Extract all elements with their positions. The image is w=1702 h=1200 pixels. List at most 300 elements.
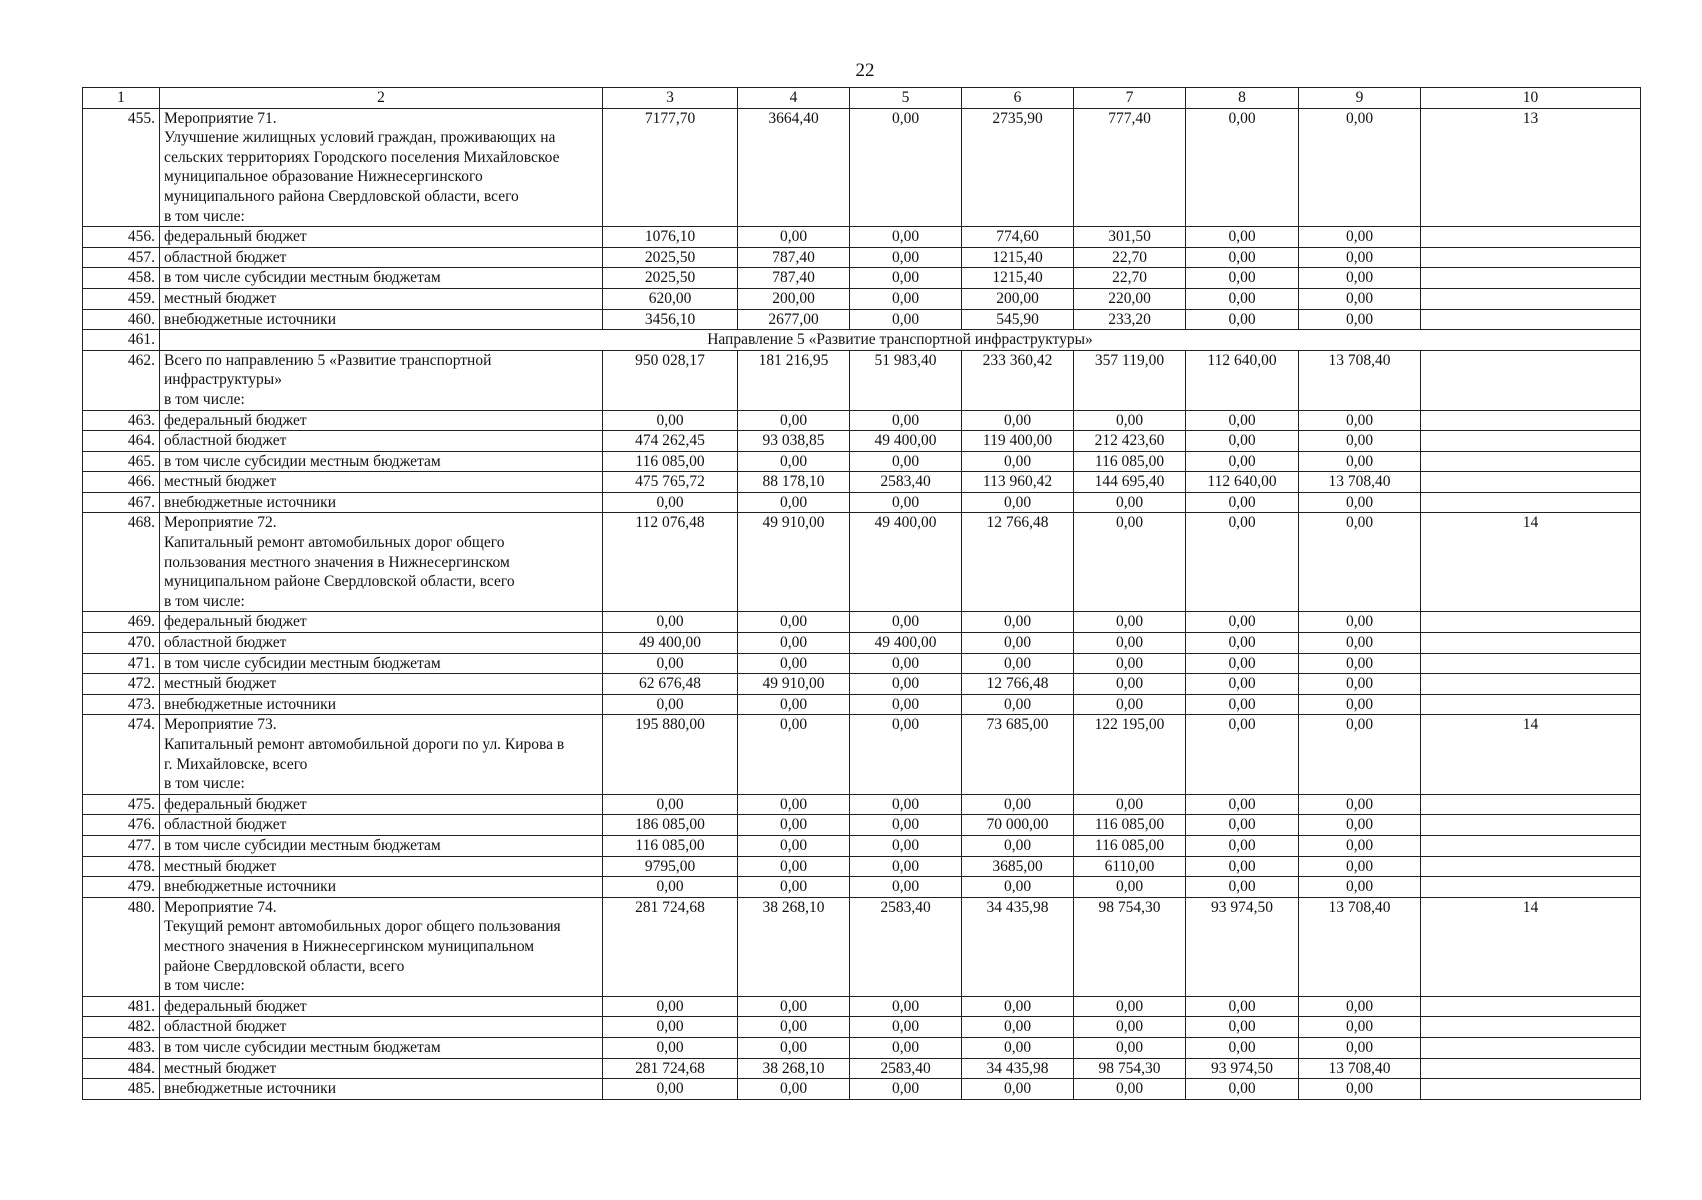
- target-indicator-cell: [1421, 694, 1641, 715]
- value-cell-col5: 0,00: [850, 877, 962, 898]
- row-description: [160, 451, 603, 472]
- row-description: [160, 897, 603, 996]
- value-cell-col3: 475 765,72: [603, 472, 738, 493]
- value-cell-col7: 0,00: [1074, 653, 1186, 674]
- value-cell-col9: 0,00: [1299, 996, 1421, 1017]
- description-line: Улучшение жилищных условий граждан, проживающих на: [164, 129, 556, 147]
- value-cell-col7: 0,00: [1074, 996, 1186, 1017]
- target-indicator-cell: [1421, 633, 1641, 654]
- value-cell-col6: 233 360,42: [962, 350, 1074, 410]
- row-description: [160, 835, 603, 856]
- value-cell-col3: 2025,50: [603, 247, 738, 268]
- value-cell-col8: 93 974,50: [1186, 897, 1299, 996]
- value-cell-col3: 3456,10: [603, 309, 738, 330]
- value-cell-col7: 22,70: [1074, 247, 1186, 268]
- value-cell-col9: 0,00: [1299, 288, 1421, 309]
- value-cell-col6: 0,00: [962, 1037, 1074, 1058]
- value-cell-col6: 12 766,48: [962, 674, 1074, 695]
- row-number: 480.: [83, 897, 160, 996]
- value-cell-col4: 0,00: [738, 1037, 850, 1058]
- description-line: внебюджетные источники: [164, 493, 336, 511]
- column-header: 3: [603, 88, 738, 109]
- value-cell-col5: 0,00: [850, 108, 962, 227]
- value-cell-col9: 0,00: [1299, 835, 1421, 856]
- table-row: [83, 288, 1641, 309]
- description-line: областной бюджет: [164, 816, 287, 834]
- value-cell-col4: 787,40: [738, 247, 850, 268]
- value-cell-col7: 0,00: [1074, 410, 1186, 431]
- value-cell-col9: 0,00: [1299, 410, 1421, 431]
- value-cell-col7: 220,00: [1074, 288, 1186, 309]
- table-row: [83, 410, 1641, 431]
- target-indicator-cell: [1421, 451, 1641, 472]
- value-cell-col3: 0,00: [603, 794, 738, 815]
- column-header: 1: [83, 88, 160, 109]
- description-line: в том числе:: [164, 592, 245, 610]
- value-cell-col4: 0,00: [738, 856, 850, 877]
- value-cell-col6: 1215,40: [962, 268, 1074, 289]
- table-row: [83, 513, 1641, 612]
- value-cell-col7: 144 695,40: [1074, 472, 1186, 493]
- value-cell-col9: 0,00: [1299, 794, 1421, 815]
- page-number: 22: [855, 60, 875, 81]
- value-cell-col5: 0,00: [850, 268, 962, 289]
- value-cell-col6: 545,90: [962, 309, 1074, 330]
- value-cell-col5: 0,00: [850, 1017, 962, 1038]
- description-line: внебюджетные источники: [164, 878, 336, 896]
- description-line: инфраструктуры»: [164, 371, 282, 389]
- description-line: федеральный бюджет: [164, 795, 307, 813]
- value-cell-col6: 0,00: [962, 633, 1074, 654]
- description-line: в том числе:: [164, 977, 245, 995]
- table-row: [83, 674, 1641, 695]
- value-cell-col4: 0,00: [738, 612, 850, 633]
- row-description: [160, 431, 603, 452]
- table-row: [83, 835, 1641, 856]
- value-cell-col7: 98 754,30: [1074, 1058, 1186, 1079]
- description-line: Мероприятие 72.: [164, 514, 277, 532]
- value-cell-col8: 0,00: [1186, 247, 1299, 268]
- value-cell-col8: 0,00: [1186, 513, 1299, 612]
- value-cell-col7: 0,00: [1074, 694, 1186, 715]
- value-cell-col3: 281 724,68: [603, 1058, 738, 1079]
- column-header: 10: [1421, 88, 1641, 109]
- value-cell-col5: 49 400,00: [850, 513, 962, 612]
- value-cell-col8: 0,00: [1186, 108, 1299, 227]
- target-indicator-cell: [1421, 1058, 1641, 1079]
- description-line: местный бюджет: [164, 289, 277, 307]
- row-description: [160, 268, 603, 289]
- value-cell-col8: 0,00: [1186, 674, 1299, 695]
- value-cell-col4: 3664,40: [738, 108, 850, 227]
- row-number: 479.: [83, 877, 160, 898]
- value-cell-col3: 49 400,00: [603, 633, 738, 654]
- value-cell-col8: 0,00: [1186, 431, 1299, 452]
- table-row: [83, 612, 1641, 633]
- row-description: [160, 794, 603, 815]
- value-cell-col5: 2583,40: [850, 1058, 962, 1079]
- value-cell-col4: 2677,00: [738, 309, 850, 330]
- value-cell-col4: 0,00: [738, 1079, 850, 1100]
- value-cell-col3: 0,00: [603, 996, 738, 1017]
- row-description: [160, 288, 603, 309]
- value-cell-col7: 98 754,30: [1074, 897, 1186, 996]
- value-cell-col3: 0,00: [603, 492, 738, 513]
- value-cell-col9: 0,00: [1299, 653, 1421, 674]
- value-cell-col6: 119 400,00: [962, 431, 1074, 452]
- target-indicator-cell: [1421, 288, 1641, 309]
- description-line: внебюджетные источники: [164, 1080, 336, 1098]
- value-cell-col5: 49 400,00: [850, 431, 962, 452]
- row-number: 474.: [83, 715, 160, 794]
- target-indicator-cell: [1421, 472, 1641, 493]
- target-indicator-cell: [1421, 227, 1641, 248]
- value-cell-col7: 6110,00: [1074, 856, 1186, 877]
- value-cell-col5: 0,00: [850, 694, 962, 715]
- description-line: областной бюджет: [164, 1018, 287, 1036]
- description-line: в том числе:: [164, 390, 245, 408]
- row-number: 484.: [83, 1058, 160, 1079]
- value-cell-col9: 0,00: [1299, 108, 1421, 227]
- row-number: 469.: [83, 612, 160, 633]
- table-row: [83, 653, 1641, 674]
- value-cell-col9: 0,00: [1299, 674, 1421, 695]
- value-cell-col6: 0,00: [962, 694, 1074, 715]
- value-cell-col6: 3685,00: [962, 856, 1074, 877]
- row-number: 468.: [83, 513, 160, 612]
- target-indicator-cell: [1421, 877, 1641, 898]
- value-cell-col8: 0,00: [1186, 309, 1299, 330]
- value-cell-col4: 38 268,10: [738, 1058, 850, 1079]
- row-description: [160, 694, 603, 715]
- value-cell-col6: 1215,40: [962, 247, 1074, 268]
- value-cell-col4: 0,00: [738, 451, 850, 472]
- value-cell-col4: 0,00: [738, 1017, 850, 1038]
- value-cell-col5: 0,00: [850, 410, 962, 431]
- value-cell-col7: 122 195,00: [1074, 715, 1186, 794]
- value-cell-col8: 0,00: [1186, 694, 1299, 715]
- value-cell-col9: 0,00: [1299, 1037, 1421, 1058]
- value-cell-col6: 0,00: [962, 835, 1074, 856]
- value-cell-col5: 0,00: [850, 794, 962, 815]
- value-cell-col3: 0,00: [603, 410, 738, 431]
- value-cell-col3: 0,00: [603, 1037, 738, 1058]
- value-cell-col9: 0,00: [1299, 492, 1421, 513]
- value-cell-col4: 0,00: [738, 633, 850, 654]
- column-header: 9: [1299, 88, 1421, 109]
- description-line: федеральный бюджет: [164, 411, 307, 429]
- description-line: муниципальном районе Свердловской области, всего: [164, 573, 515, 591]
- description-line: Мероприятие 73.: [164, 716, 277, 734]
- table-row: [83, 877, 1641, 898]
- value-cell-col6: 34 435,98: [962, 897, 1074, 996]
- value-cell-col3: 620,00: [603, 288, 738, 309]
- value-cell-col7: 0,00: [1074, 492, 1186, 513]
- value-cell-col8: 0,00: [1186, 410, 1299, 431]
- value-cell-col4: 0,00: [738, 227, 850, 248]
- value-cell-col8: 112 640,00: [1186, 472, 1299, 493]
- value-cell-col7: 0,00: [1074, 633, 1186, 654]
- row-number: 461.: [83, 330, 160, 351]
- row-description: [160, 309, 603, 330]
- description-line: в том числе:: [164, 207, 245, 225]
- row-number: 458.: [83, 268, 160, 289]
- value-cell-col8: 0,00: [1186, 653, 1299, 674]
- table-row: [83, 108, 1641, 227]
- target-indicator-cell: [1421, 410, 1641, 431]
- value-cell-col6: 34 435,98: [962, 1058, 1074, 1079]
- section-title: Направление 5 «Развитие транспортной инфраструктуры»: [160, 330, 1641, 351]
- value-cell-col9: 0,00: [1299, 513, 1421, 612]
- value-cell-col3: 0,00: [603, 612, 738, 633]
- target-indicator-cell: [1421, 996, 1641, 1017]
- target-indicator-cell: [1421, 431, 1641, 452]
- row-description: [160, 247, 603, 268]
- value-cell-col7: 0,00: [1074, 877, 1186, 898]
- description-line: Капитальный ремонт автомобильных дорог общего: [164, 534, 505, 552]
- description-line: в том числе субсидии местным бюджетам: [164, 654, 441, 672]
- value-cell-col8: 0,00: [1186, 268, 1299, 289]
- row-number: 470.: [83, 633, 160, 654]
- target-indicator-cell: [1421, 856, 1641, 877]
- table-row: [83, 815, 1641, 836]
- description-line: федеральный бюджет: [164, 997, 307, 1015]
- row-description: [160, 633, 603, 654]
- value-cell-col6: 0,00: [962, 1017, 1074, 1038]
- row-description: [160, 108, 603, 227]
- value-cell-col4: 787,40: [738, 268, 850, 289]
- row-number: 465.: [83, 451, 160, 472]
- value-cell-col3: 0,00: [603, 877, 738, 898]
- row-description: [160, 410, 603, 431]
- target-indicator-cell: [1421, 1017, 1641, 1038]
- value-cell-col4: 0,00: [738, 815, 850, 836]
- value-cell-col3: 0,00: [603, 1079, 738, 1100]
- value-cell-col7: 22,70: [1074, 268, 1186, 289]
- value-cell-col9: 13 708,40: [1299, 350, 1421, 410]
- row-number: 466.: [83, 472, 160, 493]
- value-cell-col9: 0,00: [1299, 856, 1421, 877]
- column-header: 2: [160, 88, 603, 109]
- description-line: областной бюджет: [164, 634, 287, 652]
- value-cell-col9: 13 708,40: [1299, 472, 1421, 493]
- row-description: [160, 856, 603, 877]
- value-cell-col6: 774,60: [962, 227, 1074, 248]
- row-description: [160, 877, 603, 898]
- value-cell-col5: 0,00: [850, 247, 962, 268]
- value-cell-col5: 0,00: [850, 856, 962, 877]
- column-number-row: [83, 88, 1641, 109]
- value-cell-col5: 0,00: [850, 715, 962, 794]
- target-indicator-cell: [1421, 794, 1641, 815]
- row-description: [160, 1037, 603, 1058]
- description-line: федеральный бюджет: [164, 613, 307, 631]
- table-row: [83, 227, 1641, 248]
- value-cell-col6: 0,00: [962, 612, 1074, 633]
- value-cell-col6: 200,00: [962, 288, 1074, 309]
- value-cell-col9: 0,00: [1299, 715, 1421, 794]
- value-cell-col4: 0,00: [738, 877, 850, 898]
- value-cell-col4: 93 038,85: [738, 431, 850, 452]
- value-cell-col5: 2583,40: [850, 897, 962, 996]
- value-cell-col5: 0,00: [850, 612, 962, 633]
- row-description: [160, 815, 603, 836]
- target-indicator-cell: [1421, 309, 1641, 330]
- value-cell-col5: 51 983,40: [850, 350, 962, 410]
- row-number: 472.: [83, 674, 160, 695]
- value-cell-col4: 0,00: [738, 410, 850, 431]
- column-header: 6: [962, 88, 1074, 109]
- description-line: Текущий ремонт автомобильных дорог общего пользования: [164, 918, 561, 936]
- value-cell-col6: 0,00: [962, 451, 1074, 472]
- value-cell-col8: 112 640,00: [1186, 350, 1299, 410]
- target-indicator-cell: 13: [1421, 108, 1641, 227]
- row-number: 478.: [83, 856, 160, 877]
- target-indicator-cell: [1421, 612, 1641, 633]
- row-number: 482.: [83, 1017, 160, 1038]
- row-description: [160, 674, 603, 695]
- value-cell-col9: 13 708,40: [1299, 897, 1421, 996]
- value-cell-col7: 0,00: [1074, 612, 1186, 633]
- table-row: [83, 715, 1641, 794]
- target-indicator-cell: [1421, 815, 1641, 836]
- value-cell-col9: 0,00: [1299, 1017, 1421, 1038]
- value-cell-col9: 13 708,40: [1299, 1058, 1421, 1079]
- description-line: областной бюджет: [164, 432, 287, 450]
- value-cell-col8: 0,00: [1186, 227, 1299, 248]
- value-cell-col9: 0,00: [1299, 227, 1421, 248]
- value-cell-col8: 0,00: [1186, 835, 1299, 856]
- table-row: [83, 1079, 1641, 1100]
- row-description: [160, 227, 603, 248]
- value-cell-col5: 0,00: [850, 1037, 962, 1058]
- column-header: 7: [1074, 88, 1186, 109]
- value-cell-col9: 0,00: [1299, 451, 1421, 472]
- description-line: Всего по направлению 5 «Развитие транспортной: [164, 351, 492, 369]
- description-line: местный бюджет: [164, 675, 277, 693]
- row-description: [160, 1058, 603, 1079]
- description-line: местный бюджет: [164, 473, 277, 491]
- description-line: г. Михайловске, всего: [164, 755, 308, 773]
- value-cell-col9: 0,00: [1299, 268, 1421, 289]
- target-indicator-cell: 14: [1421, 513, 1641, 612]
- value-cell-col7: 357 119,00: [1074, 350, 1186, 410]
- value-cell-col8: 0,00: [1186, 1017, 1299, 1038]
- value-cell-col7: 0,00: [1074, 674, 1186, 695]
- row-description: [160, 472, 603, 493]
- value-cell-col5: 0,00: [850, 227, 962, 248]
- description-line: местного значения в Нижнесергинском муниципальном: [164, 937, 535, 955]
- value-cell-col8: 0,00: [1186, 715, 1299, 794]
- table-row: [83, 996, 1641, 1017]
- value-cell-col5: 0,00: [850, 653, 962, 674]
- value-cell-col4: 0,00: [738, 492, 850, 513]
- value-cell-col4: 0,00: [738, 694, 850, 715]
- row-number: 471.: [83, 653, 160, 674]
- target-indicator-cell: [1421, 268, 1641, 289]
- value-cell-col4: 0,00: [738, 715, 850, 794]
- value-cell-col6: 0,00: [962, 794, 1074, 815]
- value-cell-col7: 0,00: [1074, 1037, 1186, 1058]
- table-row: [83, 1017, 1641, 1038]
- description-line: муниципального района Свердловской области, всего: [164, 187, 519, 205]
- row-description: [160, 715, 603, 794]
- value-cell-col5: 0,00: [850, 451, 962, 472]
- value-cell-col8: 0,00: [1186, 633, 1299, 654]
- value-cell-col5: 0,00: [850, 674, 962, 695]
- row-number: 475.: [83, 794, 160, 815]
- value-cell-col8: 0,00: [1186, 815, 1299, 836]
- table-row: [83, 472, 1641, 493]
- value-cell-col3: 186 085,00: [603, 815, 738, 836]
- value-cell-col8: 0,00: [1186, 612, 1299, 633]
- target-indicator-cell: [1421, 1037, 1641, 1058]
- row-description: [160, 996, 603, 1017]
- table-row: [83, 794, 1641, 815]
- value-cell-col3: 9795,00: [603, 856, 738, 877]
- value-cell-col3: 0,00: [603, 1017, 738, 1038]
- table-row: [83, 492, 1641, 513]
- description-line: Мероприятие 74.: [164, 898, 277, 916]
- description-line: внебюджетные источники: [164, 310, 336, 328]
- value-cell-col3: 1076,10: [603, 227, 738, 248]
- description-line: внебюджетные источники: [164, 695, 336, 713]
- budget-table: [82, 87, 1641, 1100]
- value-cell-col9: 0,00: [1299, 612, 1421, 633]
- table-row: [83, 1037, 1641, 1058]
- value-cell-col6: 0,00: [962, 996, 1074, 1017]
- value-cell-col7: 116 085,00: [1074, 451, 1186, 472]
- description-line: в том числе субсидии местным бюджетам: [164, 452, 441, 470]
- value-cell-col8: 0,00: [1186, 492, 1299, 513]
- value-cell-col9: 0,00: [1299, 247, 1421, 268]
- value-cell-col5: 0,00: [850, 492, 962, 513]
- table-body: [83, 108, 1641, 1099]
- value-cell-col4: 200,00: [738, 288, 850, 309]
- value-cell-col7: 233,20: [1074, 309, 1186, 330]
- row-description: [160, 350, 603, 410]
- value-cell-col7: 777,40: [1074, 108, 1186, 227]
- value-cell-col8: 0,00: [1186, 794, 1299, 815]
- value-cell-col4: 181 216,95: [738, 350, 850, 410]
- value-cell-col6: 113 960,42: [962, 472, 1074, 493]
- value-cell-col9: 0,00: [1299, 309, 1421, 330]
- value-cell-col4: 38 268,10: [738, 897, 850, 996]
- row-number: 485.: [83, 1079, 160, 1100]
- target-indicator-cell: [1421, 653, 1641, 674]
- value-cell-col9: 0,00: [1299, 694, 1421, 715]
- row-number: 481.: [83, 996, 160, 1017]
- table-row: [83, 856, 1641, 877]
- row-number: 473.: [83, 694, 160, 715]
- table-row: [83, 451, 1641, 472]
- table-row: [83, 633, 1641, 654]
- description-line: муниципальное образование Нижнесергинского: [164, 168, 483, 186]
- table-row: [83, 694, 1641, 715]
- value-cell-col9: 0,00: [1299, 1079, 1421, 1100]
- value-cell-col3: 7177,70: [603, 108, 738, 227]
- value-cell-col6: 12 766,48: [962, 513, 1074, 612]
- row-number: 483.: [83, 1037, 160, 1058]
- value-cell-col5: 0,00: [850, 996, 962, 1017]
- target-indicator-cell: [1421, 247, 1641, 268]
- value-cell-col8: 0,00: [1186, 451, 1299, 472]
- row-description: [160, 612, 603, 633]
- value-cell-col4: 88 178,10: [738, 472, 850, 493]
- description-line: Капитальный ремонт автомобильной дороги по ул. Кирова в: [164, 736, 565, 753]
- column-header: 8: [1186, 88, 1299, 109]
- value-cell-col4: 49 910,00: [738, 513, 850, 612]
